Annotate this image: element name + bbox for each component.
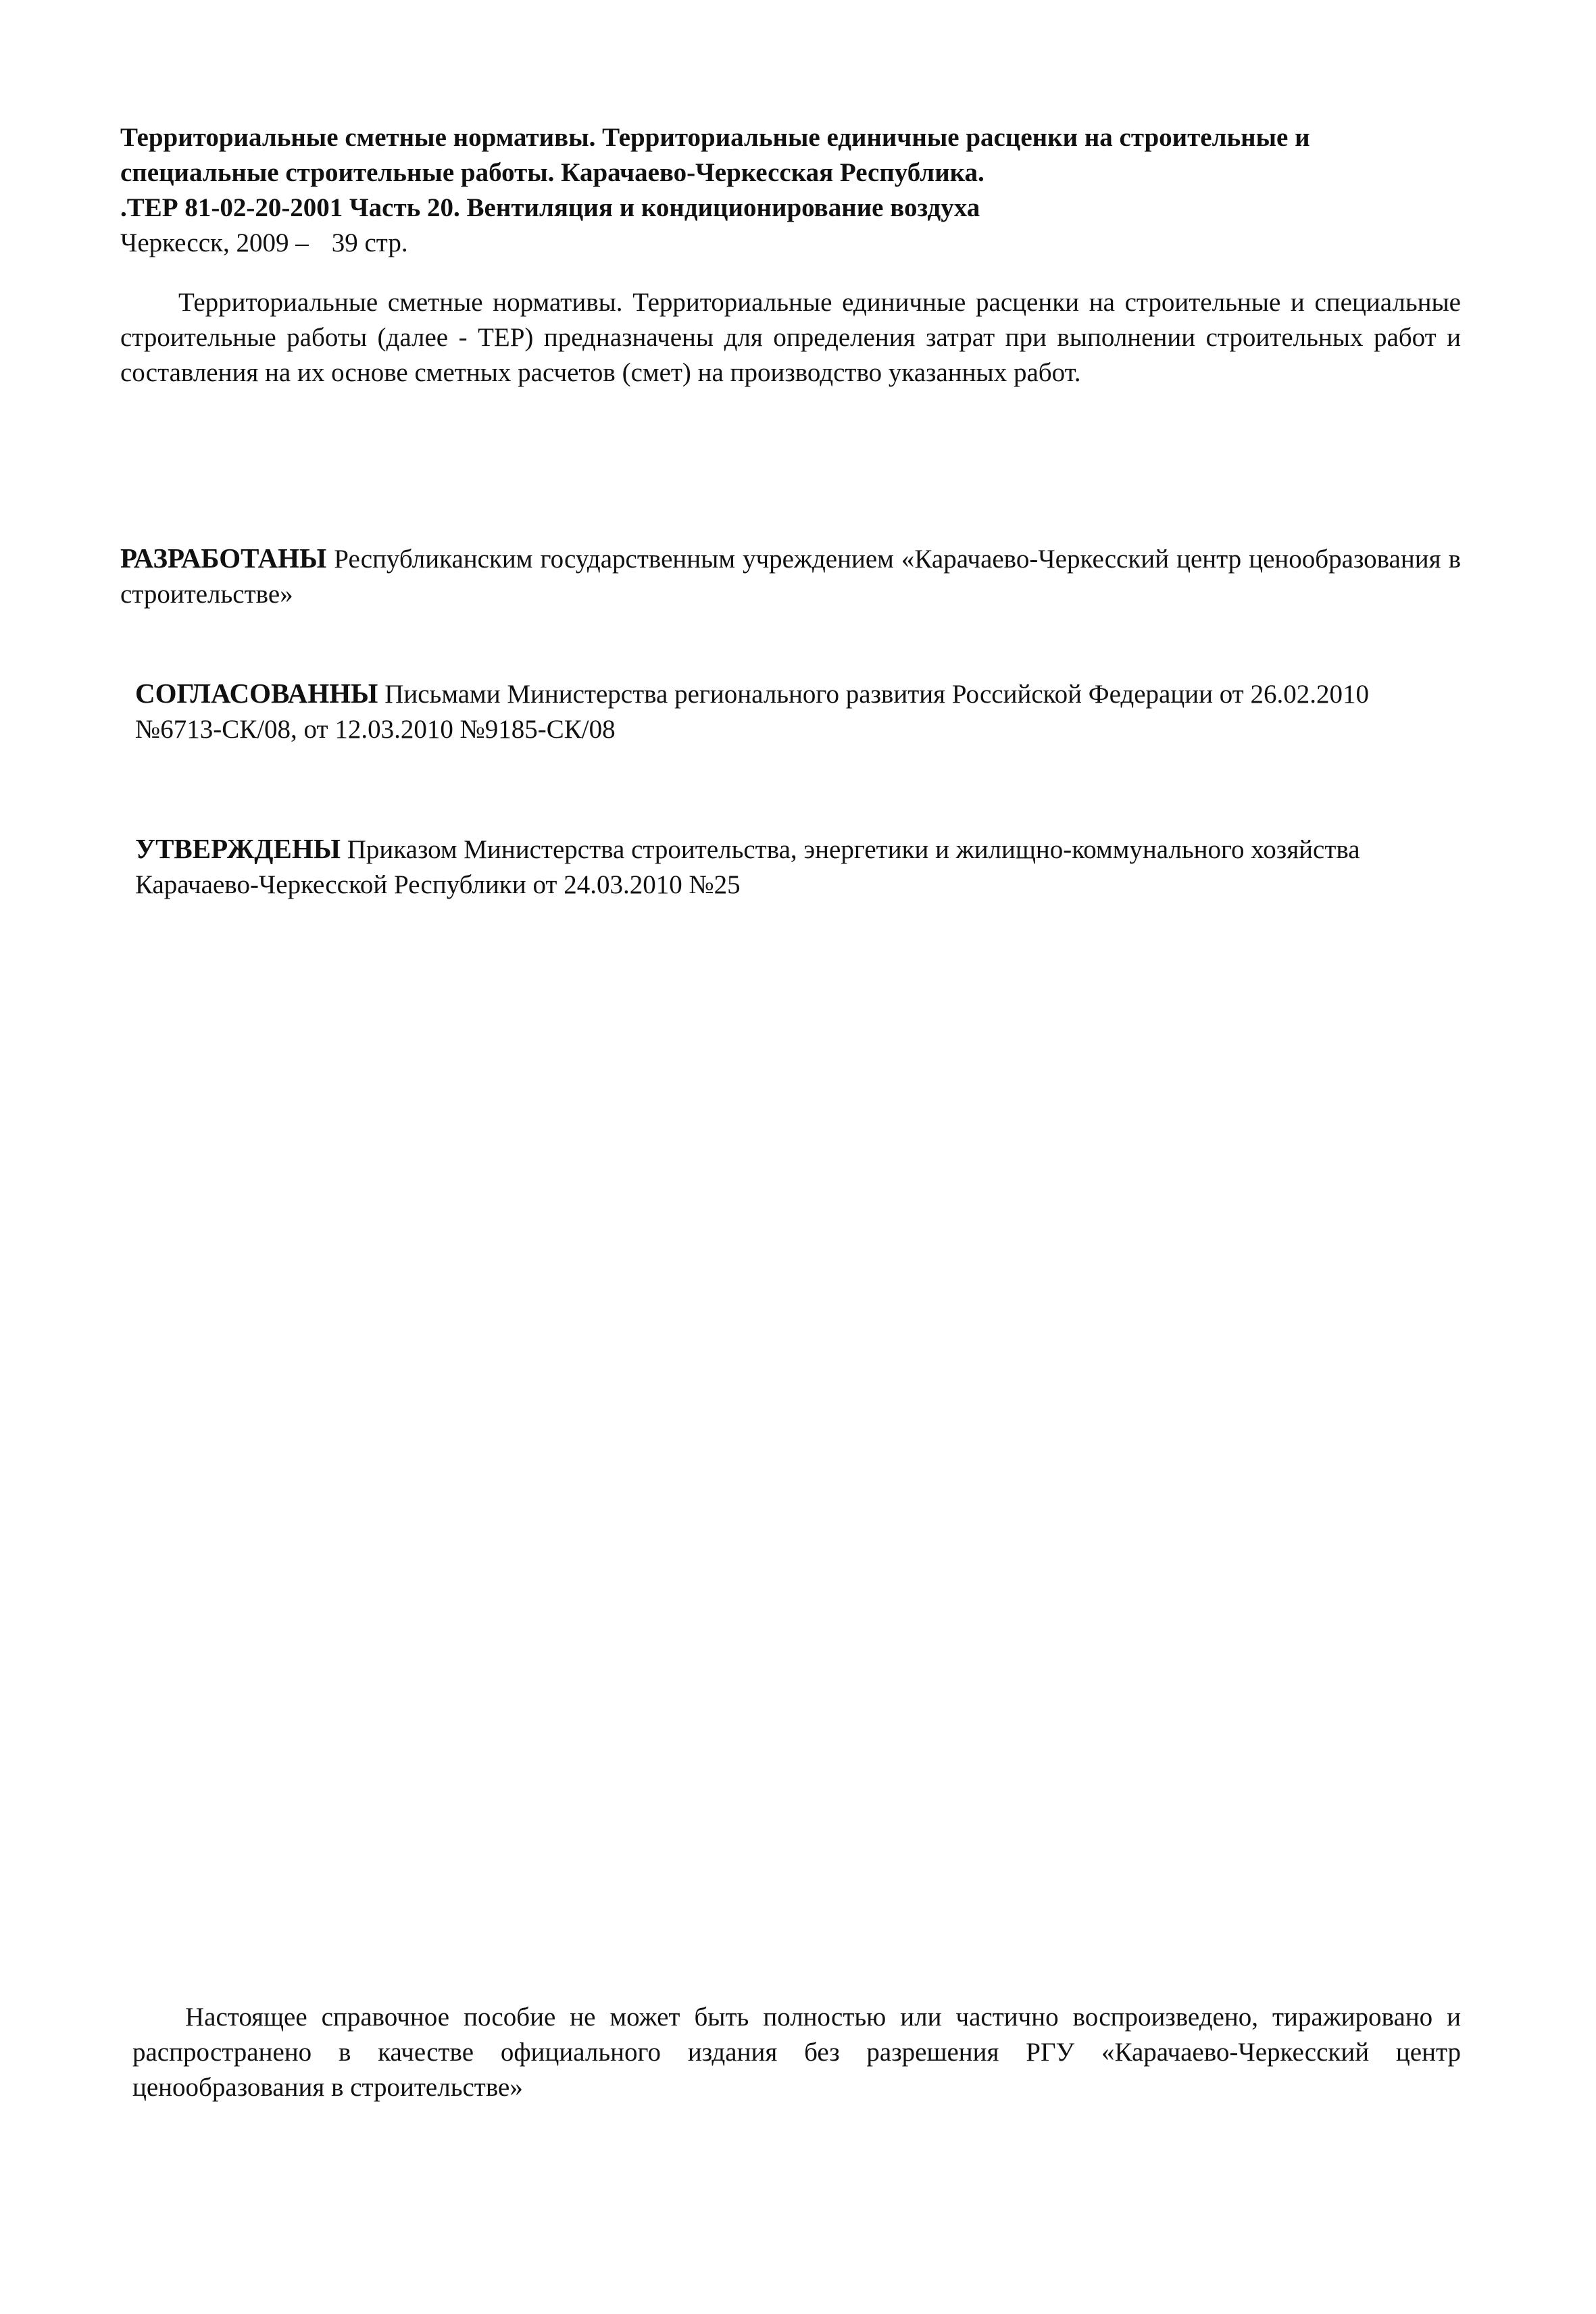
document-header: [120, 120, 1478, 261]
intro-paragraph: Территориальные сметные нормативы. Территориальные единичные расценки на строительные и специальные строительные работы (далее - ТЕР) предназначены для определения затрат при выполнении строительных работ и составления на их основе сметных расчетов (смет) на производство указанных работ.: [120, 288, 1461, 387]
copyright-notice: Настоящее справочное пособие не может быть полностью или частично воспроизведено, тиражировано и распространено в качестве официального издания без разрешения РГУ «Карачаево-Черкесский центр ценообразования в строительстве»: [132, 2003, 1461, 2102]
agreed-label: СОГЛАСОВАННЫ: [135, 678, 378, 709]
agreed-paragraph: [135, 676, 1419, 747]
title-line-3: .ТЕР 81-02-20-2001 Часть 20. Вентиляция и кондиционирование воздуха: [120, 193, 980, 222]
publication-place-year: Черкесск, 2009 –: [120, 228, 309, 257]
approved-paragraph: [135, 831, 1460, 903]
developed-by-paragraph: [120, 540, 1461, 612]
title-line-1: Территориальные сметные нормативы. Территориальные единичные расценки на строительные и: [120, 123, 1310, 152]
title-line-2: специальные строительные работы. Карачаево-Черкесская Республика.: [120, 158, 984, 187]
page-count: 39 стр.: [331, 228, 408, 257]
publication-info: [120, 226, 1478, 261]
approved-label: УТВЕРЖДЕНЫ: [135, 833, 341, 864]
developed-label: РАЗРАБОТАНЫ: [120, 543, 327, 574]
approved-text: Приказом Министерства строительства, энергетики и жилищно-коммунального хозяйства Карачаево-Черкесской Республики от 24.03.2010 №25: [135, 835, 1360, 899]
developed-text: Республиканским государственным учреждением «Карачаево-Черкесский центр ценообразования в строительстве»: [120, 545, 1462, 609]
agreed-text: Письмами Министерства регионального развития Российской Федерации от 26.02.2010 №6713-СК/08, от 12.03.2010 №9185-СК/08: [135, 680, 1369, 744]
